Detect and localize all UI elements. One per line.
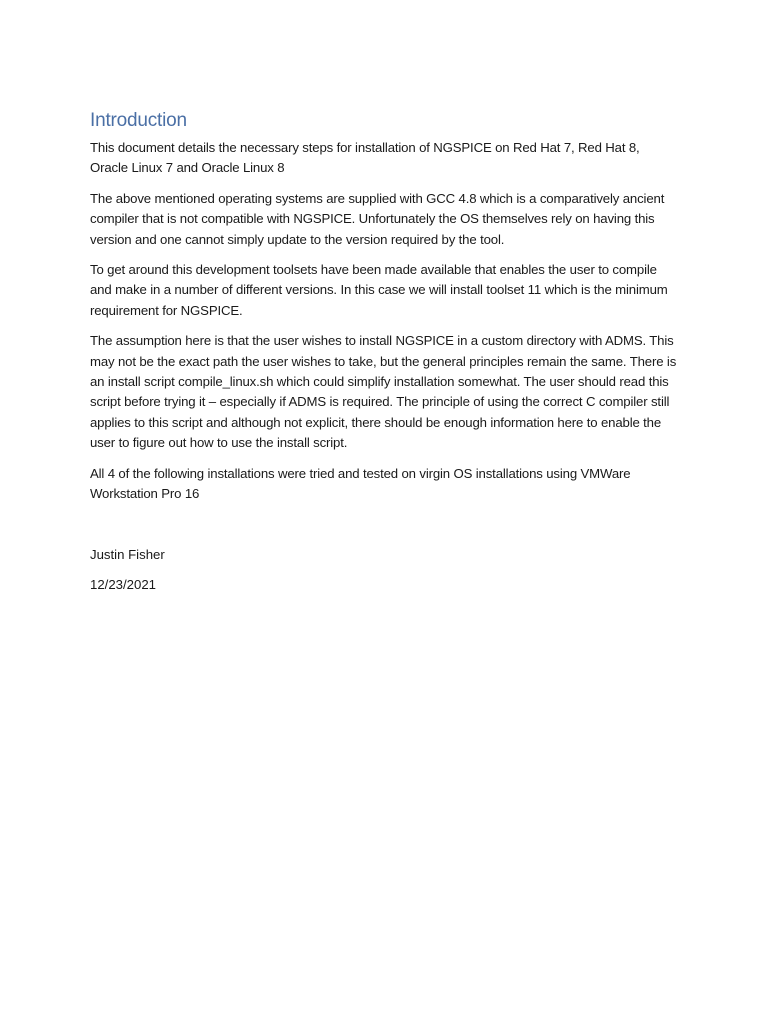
document-date: 12/23/2021 xyxy=(90,576,157,592)
paragraph-toolsets: To get around this development toolsets have been made available that enables the user to compile and make in a number of different versions. In this case we will install toolset 11 which is the minimum requirement for NGSPICE. xyxy=(90,262,668,318)
section-heading: Introduction xyxy=(90,110,187,131)
paragraph-gcc: The above mentioned operating systems are supplied with GCC 4.8 which is a comparatively ancient compiler that is not compatible with NGSPICE. Unfortunately the OS themselves rely on having this version and one cannot simply update to the version required by the tool. xyxy=(90,190,665,247)
spacer xyxy=(90,515,680,545)
paragraph-intro: This document details the necessary steps for installation of NGSPICE on Red Hat 7, Red Hat 8, Oracle Linux 7 and Oracle Linux 8 xyxy=(90,140,640,176)
paragraph-assumption: The assumption here is that the user wishes to install NGSPICE in a custom directory with ADMS. This may not be the exact path the user wishes to take, but the general principles remain the same. There is an install script compile_linux.sh which could simplify installation somewhat. The user should read this script before trying it – especially if ADMS is required. The principle of using the correct C compiler still applies to this script and although not explicit, there should be enough information here to enable the user to figure out how to use the install script. xyxy=(90,333,677,451)
author-name: Justin Fisher xyxy=(90,546,165,562)
paragraph-testing: All 4 of the following installations were tried and tested on virgin OS installations using VMWare Workstation Pro 16 xyxy=(90,465,631,502)
document-body xyxy=(90,108,680,605)
